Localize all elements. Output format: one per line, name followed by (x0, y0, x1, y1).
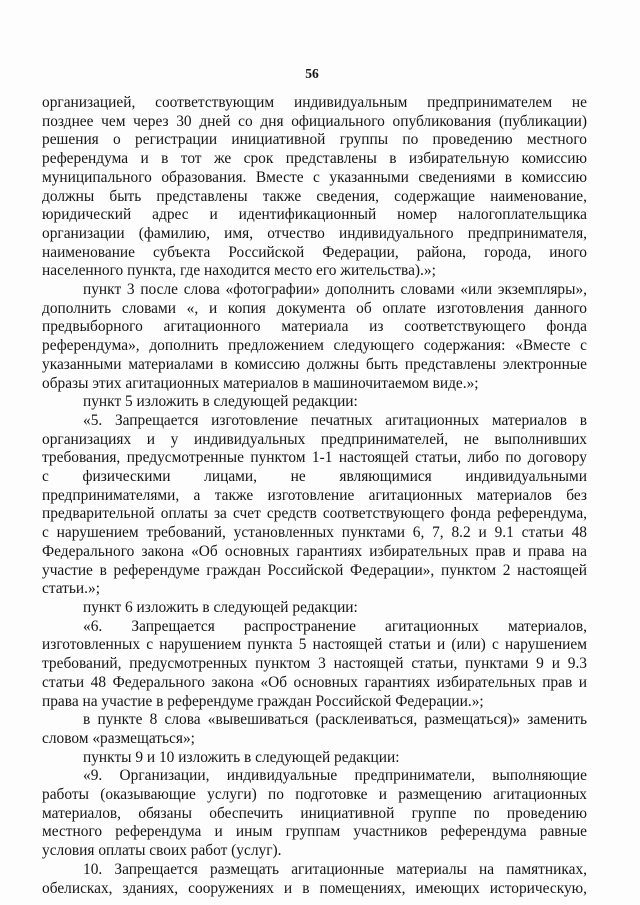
text-line: предпринимателями, а также изготовление агитационных материалов без (42, 486, 587, 504)
text-line: предвыборного агитационного материала из соответствующего фонда (42, 318, 587, 336)
text-line: пункт 5 изложить в следующей редакции: (83, 393, 358, 411)
text-line: населенного пункта, где находится место его жительства).»; (42, 262, 436, 280)
paragraph-item-3-amendment (42, 281, 587, 393)
paragraph-item-8-amendment (42, 711, 587, 748)
text-line: референдума и в тот же срок представлены в избирательную комиссию (42, 150, 587, 168)
paragraph-item-10-text (42, 861, 587, 898)
paragraph-continued (42, 94, 587, 281)
text-line: статьи 48 Федерального закона «Об основных гарантиях избирательных прав и (42, 673, 587, 691)
paragraph-item-9-text (42, 767, 587, 861)
text-line: материалов, обязаны обеспечить инициативной группе по проведению (42, 804, 587, 822)
text-line: решения о регистрации инициативной группы по проведению местного (42, 131, 587, 149)
text-line: юридический адрес и идентификационный номер налогоплательщика (42, 206, 587, 224)
text-line: статьи.»; (42, 580, 100, 598)
text-line: с физическими лицами, не являющимися индивидуальными (42, 468, 587, 486)
text-line: обелисках, зданиях, сооружениях и в помещениях, имеющих историческую, (42, 879, 587, 897)
text-line: предварительной оплаты за счет средств соответствующего фонда референдума, (42, 505, 587, 523)
text-line: дополнить словами «, и копия документа об оплате изготовления данного (42, 299, 587, 317)
text-line: организации (фамилию, имя, отчество индивидуального предпринимателя, (42, 224, 587, 242)
text-line: 10. Запрещается размещать агитационные материалы на памятниках, (83, 860, 587, 878)
paragraph-item-6-heading (42, 599, 587, 618)
text-line: изготовленных с нарушением пункта 5 настоящей статьи и (или) с нарушением (42, 636, 587, 654)
text-line: местного референдума и иным группам участников референдума равные (42, 823, 587, 841)
text-line: позднее чем через 30 дней со дня официального опубликования (публикации) (42, 112, 587, 130)
text-line: с нарушением требований, установленных пунктами 6, 7, 8.2 и 9.1 статьи 48 (42, 524, 587, 542)
text-line: пункты 9 и 10 изложить в следующей редакции: (83, 748, 400, 766)
text-line: референдума», дополнить предложением следующего содержания: «Вместе с (42, 337, 587, 355)
text-line: «6. Запрещается распространение агитационных материалов, (83, 617, 587, 635)
text-line: участие в референдуме граждан Российской Федерации», пунктом 2 настоящей (42, 561, 587, 579)
page-number: 56 (305, 66, 319, 81)
text-line: Федерального закона «Об основных гарантиях избирательных прав и права на (42, 542, 587, 560)
paragraph-item-5-text (42, 412, 587, 599)
text-line: организациях и у индивидуальных предпринимателей, не выполнивших (42, 430, 587, 448)
text-line: «9. Организации, индивидуальные предприниматели, выполняющие (83, 767, 587, 785)
text-line: образы этих агитационных материалов в машиночитаемом виде.»; (42, 374, 479, 392)
body-text (42, 94, 587, 898)
text-line: в пункте 8 слова «вывешиваться (расклеиваться, размещаться)» заменить (83, 711, 587, 729)
text-line: муниципального образования. Вместе с указанными сведениями в комиссию (42, 168, 587, 186)
text-line: требования, предусмотренные пунктом 1-1 настоящей статьи, либо по договору (42, 449, 587, 467)
paragraph-item-6-text (42, 618, 587, 712)
text-line: условия оплаты своих работ (услуг). (42, 842, 282, 860)
text-line: «5. Запрещается изготовление печатных агитационных материалов в (83, 411, 587, 429)
text-line: пункт 3 после слова «фотографии» дополнить словами «или экземпляры», (83, 281, 587, 299)
text-line: работы (оказывающие услуги) по подготовке и размещению агитационных (42, 786, 587, 804)
paragraph-items-9-10-heading (42, 749, 587, 768)
text-line: указанными материалами в комиссию должны быть представлены электронные (42, 355, 587, 373)
text-line: пункт 6 изложить в следующей редакции: (83, 598, 358, 616)
text-line: организацией, соответствующим индивидуальным предпринимателем не (42, 94, 587, 111)
paragraph-item-5-heading (42, 393, 587, 412)
text-line: словом «размещаться»; (42, 729, 195, 747)
text-line: наименование субъекта Российской Федерации, района, города, иного (42, 243, 587, 261)
text-line: должны быть представлены также сведения, содержащие наименование, (42, 187, 587, 205)
text-line: права на участие в референдуме граждан Российской Федерации.»; (42, 692, 484, 710)
text-line: требований, предусмотренных пунктом 3 настоящей статьи, пунктами 9 и 9.3 (42, 655, 587, 673)
